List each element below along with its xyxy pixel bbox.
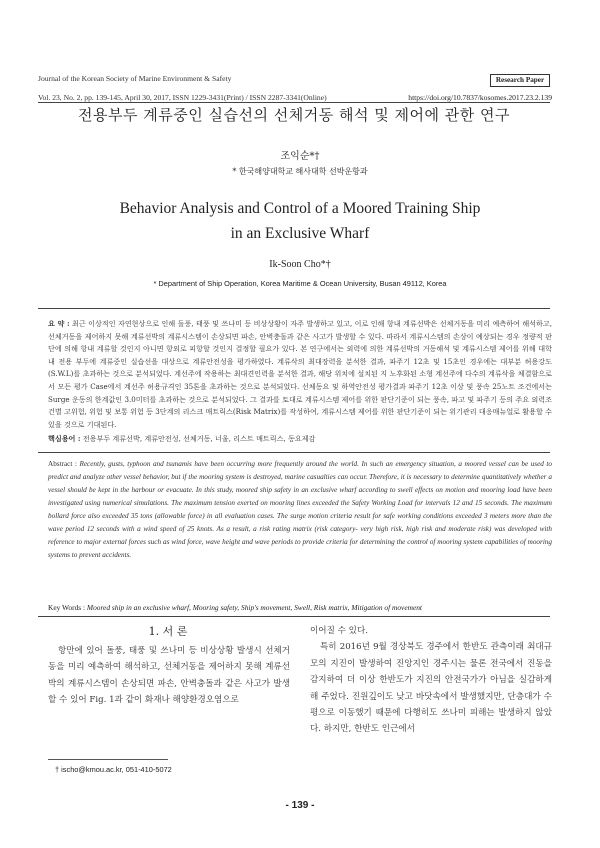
introduction-left-column: 항만에 있어 돌풍, 태풍 및 쓰나미 등 비상상황 발생시 선체거동을 미리 예측하여 해석하고, 선체거동을 제어하지 못해 계류선박의 계류시스템이 손상되면 파손, 안벽충돌과 같은 사고가 발생할 수 있어 Fig. 1과 같이 화재나 해양환경오염으로	[48, 646, 290, 706]
research-paper-badge: Research Paper	[490, 74, 550, 87]
korean-abstract-label: 요 약 :	[48, 319, 70, 328]
korean-keywords-label: 핵심용어 :	[48, 434, 81, 443]
volume-line: Vol. 23, No. 2, pp. 139-145, April 30, 2017, ISSN 1229-3431(Print) / ISSN 2287-3341(Online)	[38, 93, 327, 102]
english-keywords-label: Key Words :	[48, 603, 86, 612]
english-keywords	[48, 603, 552, 612]
korean-keywords-text: 전용부두 계류선박, 계류안전성, 선체거동, 너울, 리스트 매트릭스, 동요제감	[82, 434, 316, 443]
english-abstract-label: Abstract :	[48, 460, 77, 468]
header-rule	[38, 102, 550, 103]
korean-abstract-text: 최근 이상적인 자연현상으로 인해 돌풍, 태풍 및 쓰나미 등 비상상황이 자주 발생하고 있고, 이로 인해 항내 계류선박은 선체거동을 미리 예측하여 해석하고, 선체거동을 제어하지 못해 계류선박의 계류시스템이 손상되면 파손, 안벽충돌과 같은 사고가 발생할 수 있다. 따라서 계류시스템의 손상이 예상되는 경우 정량적 판단에 의해 항내 계류할 것인지 아니면 항외로 피항할 것인지 결정할 필요가 있다. 본 연구에서는 외력에 의한 계류선박의 거동해석 및 계류시스템 제어를 위해 대학내 전용 부두에 계류중인 실습선을 대상으로 계류안전성을 평가하였다. 계류삭의 최대장력을 분석한 결과, 파주기 12초 및 15초인 경우에는 대부분 허용강도(S.W.L)를 초과하는 것으로 분석되었다. 계선주에 작용하는 최대견인력을 분석한 결과, 해당 위치에 설치된 지 노후화된 소형 계선주에 다수의 계류삭을 체결함으로서 모든 평가 Case에서 계선주 허용규격인 35톤을 초과하는 것으로 분석되었다. 선체동요 및 하역안전성 평가결과 파주기 12초 이상 및 풍속 25노트 조건에서는 Surge 운동의 한계값인 3.0미터를 초과하는 것으로 분석되었다. 그 결과를 토대로 계류시스템 제어를 위한 판단기준이 되는 풍속, 파고 및 파주기 등의 주요 외력조건별 고위험, 위험 및 보통 위험 등 3단계의 리스크 매트릭스(Risk Matrix)를 작성하여, 계류시스템 제어를 위한 판단기준이 되는 위기관리 대응매뉴얼로 활용할 수 있을 것으로 기대된다.	[48, 319, 552, 429]
english-title-line-2: in an Exclusive Wharf	[230, 225, 370, 242]
english-abstract	[48, 458, 552, 562]
korean-author: 조익순*†	[280, 151, 320, 162]
korean-title: 전용부두 계류중인 실습선의 선체거동 해석 및 제어에 관한 연구	[78, 106, 510, 124]
body-rule	[38, 616, 550, 617]
english-title	[38, 196, 562, 246]
corresponding-author-footnote: † ischo@kmou.ac.kr, 051-410-5072	[55, 765, 172, 774]
abstract-top-rule	[38, 308, 550, 309]
english-keywords-text: Moored ship in an exclusive wharf, Mooring safety, Ship's movement, Swell, Risk matrix, Mitigation of movement	[86, 603, 422, 612]
english-affiliation: * Department of Ship Operation, Korea Maritime & Ocean University, Busan 49112, Korea	[153, 279, 447, 288]
journal-name: Journal of the Korean Society of Marine Environment & Safety	[38, 74, 232, 83]
footnote-rule	[48, 759, 168, 760]
korean-abstract	[48, 318, 552, 431]
english-author: Ik-Soon Cho*†	[269, 259, 331, 270]
introduction-continuation: 이어질 수 있다.	[310, 626, 369, 636]
korean-affiliation: * 한국해양대학교 해사대학 선박운항과	[232, 167, 368, 176]
english-abstract-text: Recently, gusts, typhoon and tsunamis have been occurring more frequently around the world. In such an emergency situation, a moored vessel can be used to predict and analyze other vessel behavior, but if the mooring system is destroyed, marine casualties can occur. Therefore, it is necessary to determine quantitatively whether a vessel should be kept in the harbour or evacuate. In this study, moored ship safety in an exclusive wharf according to swell effects on motion and mooring load have been investigated using numerical simulations. The maximum tension exerted on mooring lines exceeded the Safety Working Load for intervals 12 and 15 seconds. The maximum bollard force also exceeded 35 tons (allowable force) in all evaluation cases. The surge motion criteria result for safe working conditions exceeded 3 meters more than the wave period 12 seconds with a wind speed of 25 knots. As a result, a risk rating matrix (risk category- very high risk, high risk and moderate risk) was developed with reference to major external forces such as wind force, wave height and wave periods to provide criteria for determining the control of mooring system capabilities of mooring systems to prevent accidents.	[48, 460, 552, 559]
section-heading-introduction: 1. 서 론	[148, 625, 188, 638]
introduction-paragraph-2: 특히 2016년 9월 경상북도 경주에서 한반도 관측이래 최대규모의 지진이 발생하여 진앙지인 경주시는 물론 전국에서 진동을 감지하여 더 이상 한반도가 지진의 안전국가가 아님을 실감하게 해 주었다. 진원깊이도 낮고 바닷속에서 발생했지만, 단층대가 수평으로 이동했기 때문에 다행히도 쓰나미 피해는 발생하지 않았다. 하지만, 한반도 인근에서	[310, 642, 552, 735]
page-number: - 139 -	[285, 800, 315, 811]
english-title-line-1: Behavior Analysis and Control of a Moored Training Ship	[119, 200, 481, 217]
korean-keywords	[48, 433, 552, 446]
introduction-right-column	[310, 623, 552, 738]
english-abstract-rule	[38, 452, 550, 453]
doi-link[interactable]: https://doi.org/10.7837/kosomes.2017.23.2.139	[408, 93, 552, 102]
